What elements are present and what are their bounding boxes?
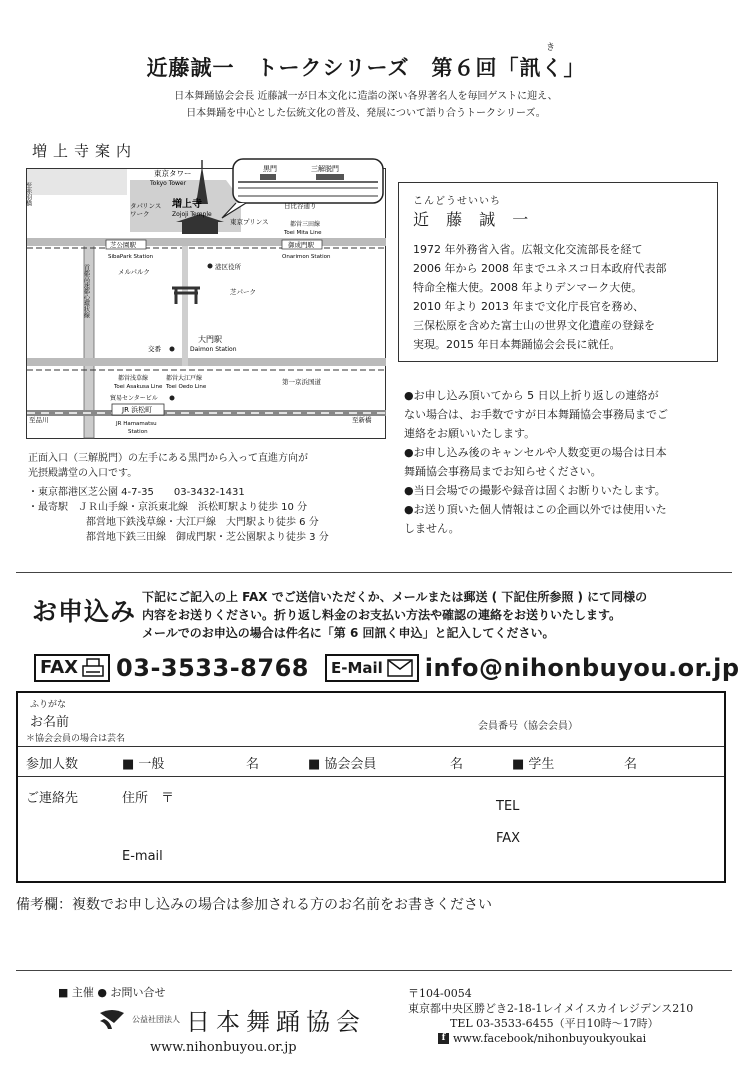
profile-name: 近 藤 誠 一 <box>413 210 535 229</box>
jr-station-en1: JR Hamamatsu <box>116 421 157 427</box>
divider <box>16 572 732 573</box>
notice-line: ●当日会場での撮影や録音は固くお断りいたします。 <box>404 484 666 497</box>
intro-line: 日本舞踊を中心とした伝統文化の普及、発展について語り合うトークシリーズ。 <box>186 108 546 119</box>
sangedatsumon-label: 三解脱門 <box>311 165 339 173</box>
facebook-link[interactable] <box>408 1031 693 1046</box>
profile-box <box>398 182 718 362</box>
akabane-label: 至赤羽橋 <box>24 182 32 206</box>
student-checkbox[interactable]: ■ 学生 <box>512 757 555 772</box>
attendees-row <box>18 747 724 777</box>
facebook-url[interactable]: www.facebook/nihonbuyoukyoukai <box>453 1032 647 1045</box>
fax-label-text: FAX <box>40 657 79 678</box>
bio-line: 実現。2015 年日本舞踊協会会長に就任。 <box>413 338 621 351</box>
notice-line: しません。 <box>404 522 460 535</box>
postal-code: 〒104-0054 <box>408 987 472 1000</box>
divider <box>16 970 732 971</box>
address-field[interactable]: 住所 〒 <box>122 791 175 806</box>
tower-label-ja: 東京タワー <box>154 169 192 178</box>
general-checkbox[interactable]: ■ 一般 <box>122 757 165 772</box>
notice-line: ない場合は、お手数ですが日本舞踊協会事務局までご <box>404 408 668 421</box>
facebook-icon: f <box>438 1033 449 1044</box>
remarks: 備考欄：複数でお申し込みの場合は参加される方のお名前をお書きください <box>16 897 492 913</box>
bio-line: 特命全権大使。2008 年よりデンマーク大使。 <box>413 281 643 294</box>
jr-station-en2: Station <box>128 429 148 435</box>
hibiya-road <box>182 246 188 366</box>
map-heading: 増上寺案内 <box>32 142 138 160</box>
profile-ruby: こんどうせいいち <box>413 196 501 207</box>
page-title <box>0 43 732 82</box>
email-label-text: E-Mail <box>330 659 383 677</box>
shibakoen-station-ja: 芝公園駅 <box>110 241 136 249</box>
entrance-note: 正面入口（三解脱門）の左手にある黒門から入って直進方向が <box>28 453 308 464</box>
kuromon-label: 黒門 <box>263 165 277 173</box>
tower-label-en: Tokyo Tower <box>150 180 187 187</box>
onarimon-station-en: Onarimon Station <box>282 254 331 260</box>
name-label: お名前 <box>30 715 70 730</box>
email-address[interactable]: info@nihonbuyou.or.jp <box>424 654 740 682</box>
host-label: ■ 主催 ● お問い合せ <box>58 986 166 999</box>
prince-label-3: リンス <box>142 202 162 210</box>
fan-logo-icon <box>98 1009 126 1031</box>
tel-field[interactable]: TEL <box>496 799 520 814</box>
entrance-note: 光摂殿講堂の入口です。 <box>28 468 138 479</box>
jr-line <box>27 410 386 416</box>
shiba-road <box>27 238 386 246</box>
instruction-line: 内容をお送りください。折り返し料金のお支払い方法や確認の連絡をお送りいたします。 <box>142 608 622 622</box>
email-field[interactable]: E-mail <box>122 849 163 864</box>
org-address <box>408 986 693 1046</box>
keihin-road <box>27 358 386 366</box>
daimon-label-en: Daimon Station <box>190 346 237 353</box>
venue-address: ・東京都港区芝公園 4-7-35 03-3432-1431 <box>28 487 245 498</box>
bio-line: 2006 年から 2008 年までユネスコ日本政府代表部 <box>413 262 667 275</box>
fax-label <box>34 654 110 682</box>
notices <box>404 386 720 538</box>
application-form <box>16 691 726 883</box>
notice-line: ●お送り頂いた個人情報はこの企画以外では使用いた <box>404 503 667 516</box>
name-row[interactable] <box>18 693 724 747</box>
bio-line: 2010 年より 2013 年まで文化庁長官を務め、 <box>413 300 645 313</box>
org-name: 日本舞踊協会 <box>186 1008 366 1036</box>
asakusa-label-en: Toei Asakusa Line <box>114 384 163 390</box>
fax-number[interactable]: 03-3533-8768 <box>116 654 309 682</box>
zojoji-label-ja: 増上寺 <box>172 199 202 210</box>
mita-label-en: Toei Mita Line <box>284 230 322 236</box>
notice-line: 舞踊協会事務局までお知らせください。 <box>404 465 602 478</box>
prince-label: タパ <box>130 202 143 210</box>
expressway-label: 首都高速都心環状線 <box>82 264 90 318</box>
mita-label-ja: 都営三田線 <box>290 221 321 228</box>
meruparque-label: メルパルク <box>118 268 150 276</box>
org-tel[interactable]: TEL 03-3533-6455（平日10時〜17時） <box>450 1017 659 1030</box>
shibakoen-station-en: SibaPark Station <box>108 254 154 260</box>
title-ruby: き <box>546 43 557 53</box>
notice-line: 連絡をお願いいたします。 <box>404 427 536 440</box>
member-number-label: 会員番号（協会会員） <box>478 721 578 732</box>
notice-line: ●お申し込み後のキャンセルや人数変更の場合は日本 <box>404 446 667 459</box>
access-line: 都営地下鉄浅草線・大江戸線 大門駅より徒歩 6 分 <box>86 517 319 528</box>
shinagawa-label: 至品川 <box>29 416 49 424</box>
zojoji-label-en: Zojoji Temple <box>172 211 212 218</box>
instruction-line: メールでのお申込の場合は件名に「第 6 回訊く申込」と記入してください。 <box>142 626 555 640</box>
intro-line: 日本舞踊協会会長 近藤誠一が日本文化に造詣の深い各界著名人を毎回ゲストに迎え、 <box>174 91 558 102</box>
member-unit: 名 <box>450 757 464 772</box>
jr-hamamatsucho-label: JR 浜松町 <box>122 406 153 414</box>
apply-heading: お申込み <box>32 597 137 626</box>
bio-line: 1972 年外務省入省。広報文化交流部長を経て <box>413 243 643 256</box>
bio-line: 三保松原を含めた富士山の世界文化遺産の登録を <box>413 319 655 332</box>
organization <box>98 1002 366 1037</box>
map-notes <box>28 451 388 545</box>
general-unit: 名 <box>246 757 260 772</box>
profile-bio <box>413 240 703 354</box>
member-checkbox[interactable]: ■ 協会会員 <box>308 757 377 772</box>
access-line: 都営地下鉄三田線 御成門駅・芝公園駅より徒歩 3 分 <box>86 532 329 543</box>
access-map <box>26 160 386 440</box>
minato-office-label: 港区役所 <box>215 263 241 271</box>
instruction-line: 下記にご記入の上 FAX でご送信いただくか、メールまたは郵送 ( 下記住所参照 ) にて同様の <box>142 590 648 604</box>
koban-label: 交番 <box>148 345 161 353</box>
onarimon-station-ja: 御成門駅 <box>288 241 314 249</box>
oedo-label-ja: 都営大江戸線 <box>166 375 203 382</box>
hibiya-label: 日比谷通り <box>284 202 317 210</box>
attendees-label: 参加人数 <box>26 757 79 772</box>
fax-field[interactable]: FAX <box>496 831 521 846</box>
prince-label-2: ワーク <box>130 210 150 218</box>
apply-instructions <box>142 588 732 642</box>
access-line: ・最寄駅 ＪＲ山手線・京浜東北線 浜松町駅より徒歩 10 分 <box>28 502 308 513</box>
email-label <box>325 654 419 682</box>
student-unit: 名 <box>624 757 638 772</box>
envelope-icon <box>387 659 413 677</box>
intro-text <box>0 88 732 122</box>
asakusa-label-ja: 都営浅草線 <box>118 375 149 382</box>
furigana-label: ふりがな <box>30 700 67 710</box>
title-text: 近藤誠一 トークシリーズ 第６回「訊く」 <box>146 56 586 80</box>
shibapark-label: 芝パーク <box>230 288 256 296</box>
fax-icon <box>82 658 104 678</box>
contact-row-form <box>18 777 724 881</box>
street-address: 東京都中央区勝どき2-18-1レイメイスカイレジデンス210 <box>408 1002 694 1015</box>
daimon-label-ja: 大門駅 <box>198 335 222 344</box>
name-note: ＊協会会員の場合は芸名 <box>26 734 126 744</box>
trade-center-label: 貿易センタービル <box>110 395 158 402</box>
org-prefix: 公益社団法人 <box>132 1015 180 1024</box>
notice-line: ●お申し込み頂いてから 5 日以上折り返しの連絡が <box>404 389 659 402</box>
shinbashi-label: 至新橋 <box>352 416 372 424</box>
tower-area <box>27 169 127 195</box>
keihin-label: 第一京浜国道 <box>282 378 321 386</box>
contact-label: ご連絡先 <box>26 791 79 806</box>
oedo-label-en: Toei Oedo Line <box>166 384 207 390</box>
tokyo-prince-label: 東京プリンス <box>230 218 269 226</box>
org-url[interactable]: www.nihonbuyou.or.jp <box>150 1040 297 1055</box>
contact-row <box>34 652 740 684</box>
